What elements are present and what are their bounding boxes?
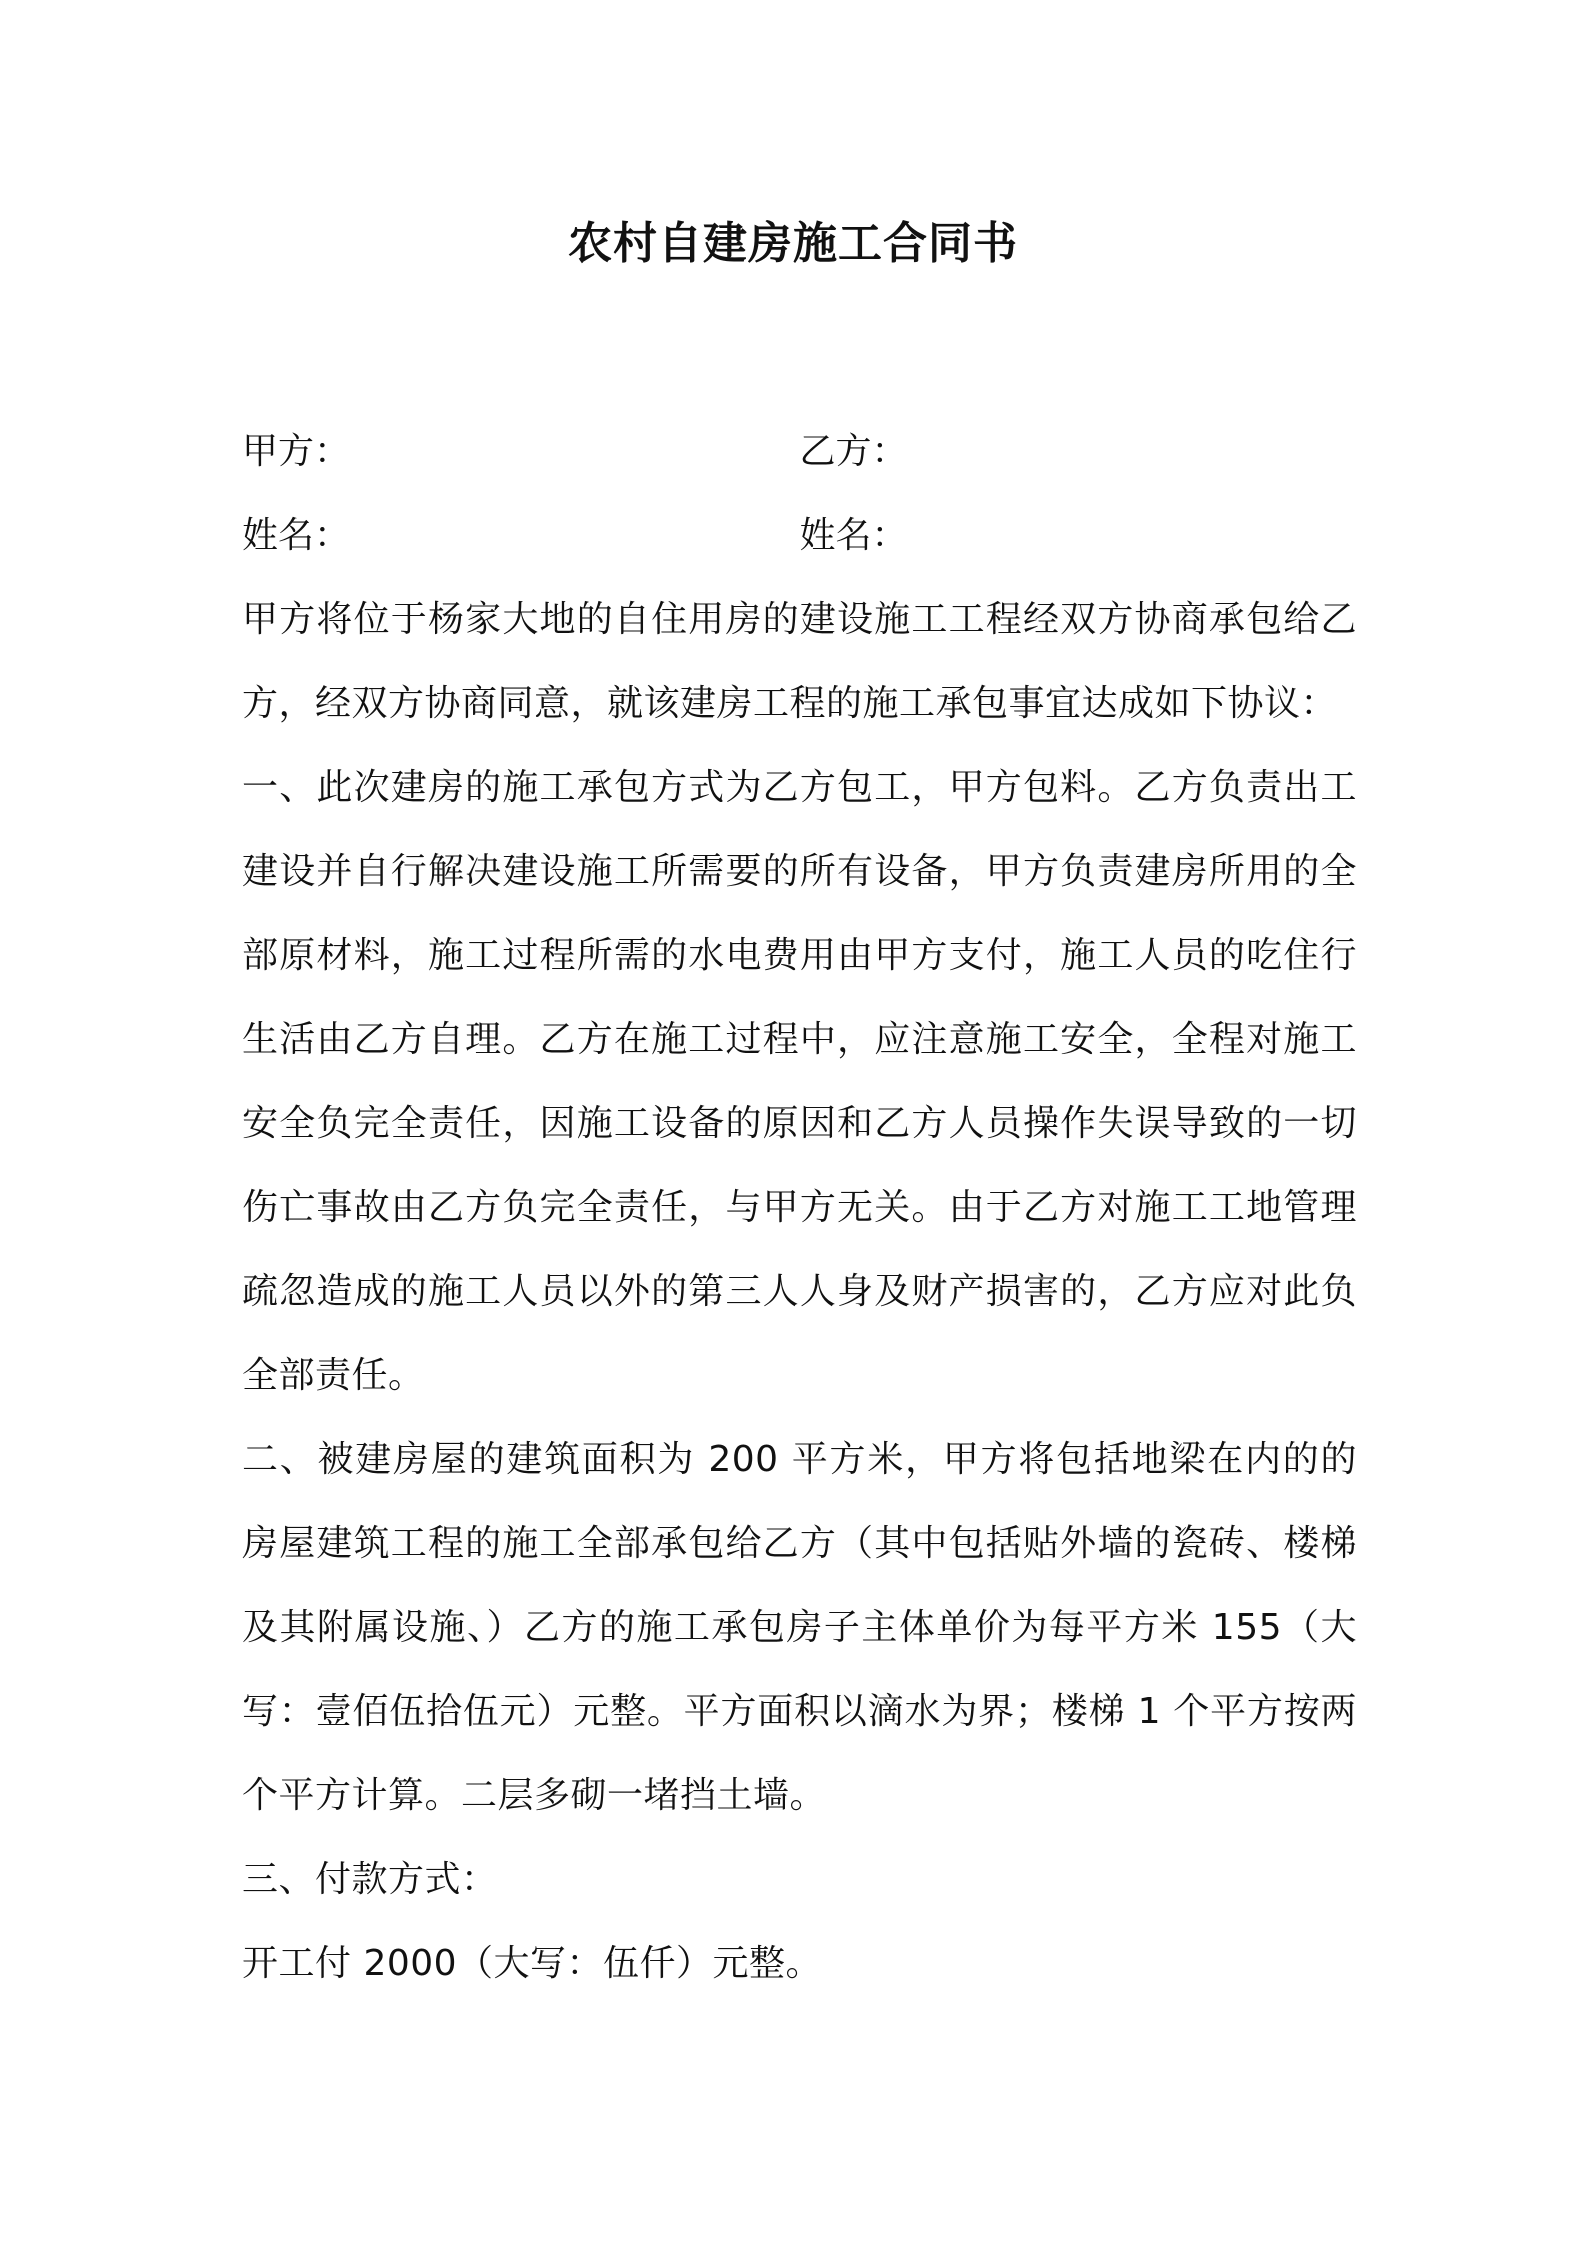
name-row [242, 494, 1357, 578]
party-b-name-label: 姓名： [799, 515, 908, 556]
party-b-label: 乙方： [799, 431, 908, 472]
clause-3-heading: 三、付款方式： [242, 1859, 498, 1900]
clause-1-paragraph: 一、此次建房的施工承包方式为乙方包工，甲方包料。乙方负责出工建设并自行解决建设施工所需要的所有设备，甲方负责建房所用的全部原材料，施工过程所需的水电费用由甲方支付，施工人员的吃住行生活由乙方自理。乙方在施工过程中，应注意施工安全，全程对施工安全负完全责任，因施工设备的原因和乙方人员操作失误导致的一切伤亡事故由乙方负完全责任，与甲方无关。由于乙方对施工工地管理疏忽造成的施工人员以外的第三人人身及财产损害的，乙方应对此负全部责任。 [242, 767, 1357, 1396]
payment-line: 开工付 2000（大写：伍仟）元整。 [242, 1943, 823, 1984]
intro-paragraph: 甲方将位于杨家大地的自住用房的建设施工工程经双方协商承包给乙方，经双方协商同意，就该建房工程的施工承包事宜达成如下协议： [242, 599, 1357, 724]
document-title: 农村自建房施工合同书 [568, 218, 1018, 269]
document-body [242, 410, 1357, 2006]
party-row [242, 410, 1357, 494]
clause-2-paragraph: 二、被建房屋的建筑面积为 200 平方米，甲方将包括地梁在内的的房屋建筑工程的施工全部承包给乙方（其中包括贴外墙的瓷砖、楼梯及其附属设施、）乙方的施工承包房子主体单价为每平方米 155（大写：壹佰伍拾伍元）元整。平方面积以滴水为界；楼梯 1 个平方按两个平方计算。二层多砌一堵挡土墙。 [242, 1439, 1357, 1816]
party-a-name-label: 姓名： [242, 515, 351, 556]
party-a-label: 甲方： [242, 431, 351, 472]
